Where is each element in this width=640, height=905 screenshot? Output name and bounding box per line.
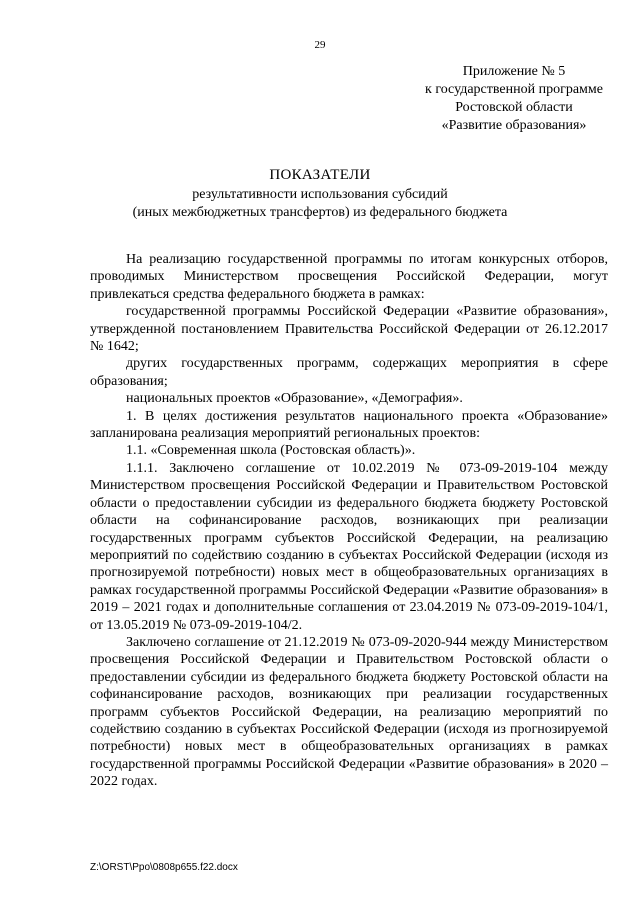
paragraph: государственной программы Российской Федерации «Развитие образования», утвержденной постановлением Правительства Российской Федерации от 26.12.2017 № 1642; <box>90 304 608 355</box>
appendix-line: «Развитие образования» <box>441 118 587 133</box>
file-path-footer: Z:\ORST\Ppo\0808p655.f22.docx <box>90 862 238 873</box>
appendix-line: к государственной программе <box>425 82 603 97</box>
paragraph: На реализацию государственной программы по итогам конкурсных отборов, проводимых Министерством просвещения Российской Федерации, могут привлекаться средства федерального бюджета в рамках: <box>90 252 608 302</box>
heading-title: ПОКАЗАТЕЛИ <box>269 167 371 183</box>
paragraph: 1. В целях достижения результатов национального проекта «Образование» запланирована реализация мероприятий региональных проектов: <box>90 408 608 442</box>
page-number: 29 <box>314 39 326 51</box>
paragraph: национальных проектов «Образование», «Демография». <box>126 391 463 407</box>
document-heading <box>0 166 640 222</box>
paragraph: Заключено соглашение от 21.12.2019 № 073-09-2020-944 между Министерством просвещения Российской Федерации и Правительством Ростовской области о предоставлении субсидии из федерального бюджета бюджету Ростовской области на софинансирование расходов, возникающих при реализации государственных программ субъектов Российской Федерации, на реализацию мероприятий по содействию созданию в субъектах Российской Федерации (исходя из прогнозируемой потребности) новых мест в общеобразовательных организациях в рамках государственной программы Российской Федерации «Развитие образования» в 2020 – 2022 годах. <box>90 634 608 790</box>
appendix-line: Приложение № 5 <box>462 64 566 79</box>
heading-subtitle: результативности использования субсидий <box>192 187 448 202</box>
appendix-line: Ростовской области <box>455 100 573 115</box>
paragraph: других государственных программ, содержащих мероприятия в сфере образования; <box>90 356 608 389</box>
document-body <box>90 251 608 791</box>
heading-subtitle: (иных межбюджетных трансфертов) из федерального бюджета <box>132 205 508 220</box>
appendix-block <box>390 63 638 135</box>
paragraph: 1.1. «Современная школа (Ростовская область)». <box>126 443 416 459</box>
paragraph: 1.1.1. Заключено соглашение от 10.02.2019 № 073-09-2019-104 между Министерством просвещения Российской Федерации и Правительством Ростовской области о предоставлении субсидии из федерального бюджета бюджету Ростовской области на софинансирование расходов, возникающих при реализации государственных программ субъектов Российской Федерации, на реализацию мероприятий по содействию созданию в субъектах Российской Федерации (исходя из прогнозируемой потребности) новых мест в общеобразовательных организациях в рамках государственной программы Российской Федерации «Развитие образования» в 2019 – 2021 годах и дополнительные соглашения от 23.04.2019 № 073-09-2019-104/1, от 13.05.2019 № 073-09-2019-104/2. <box>90 460 608 633</box>
